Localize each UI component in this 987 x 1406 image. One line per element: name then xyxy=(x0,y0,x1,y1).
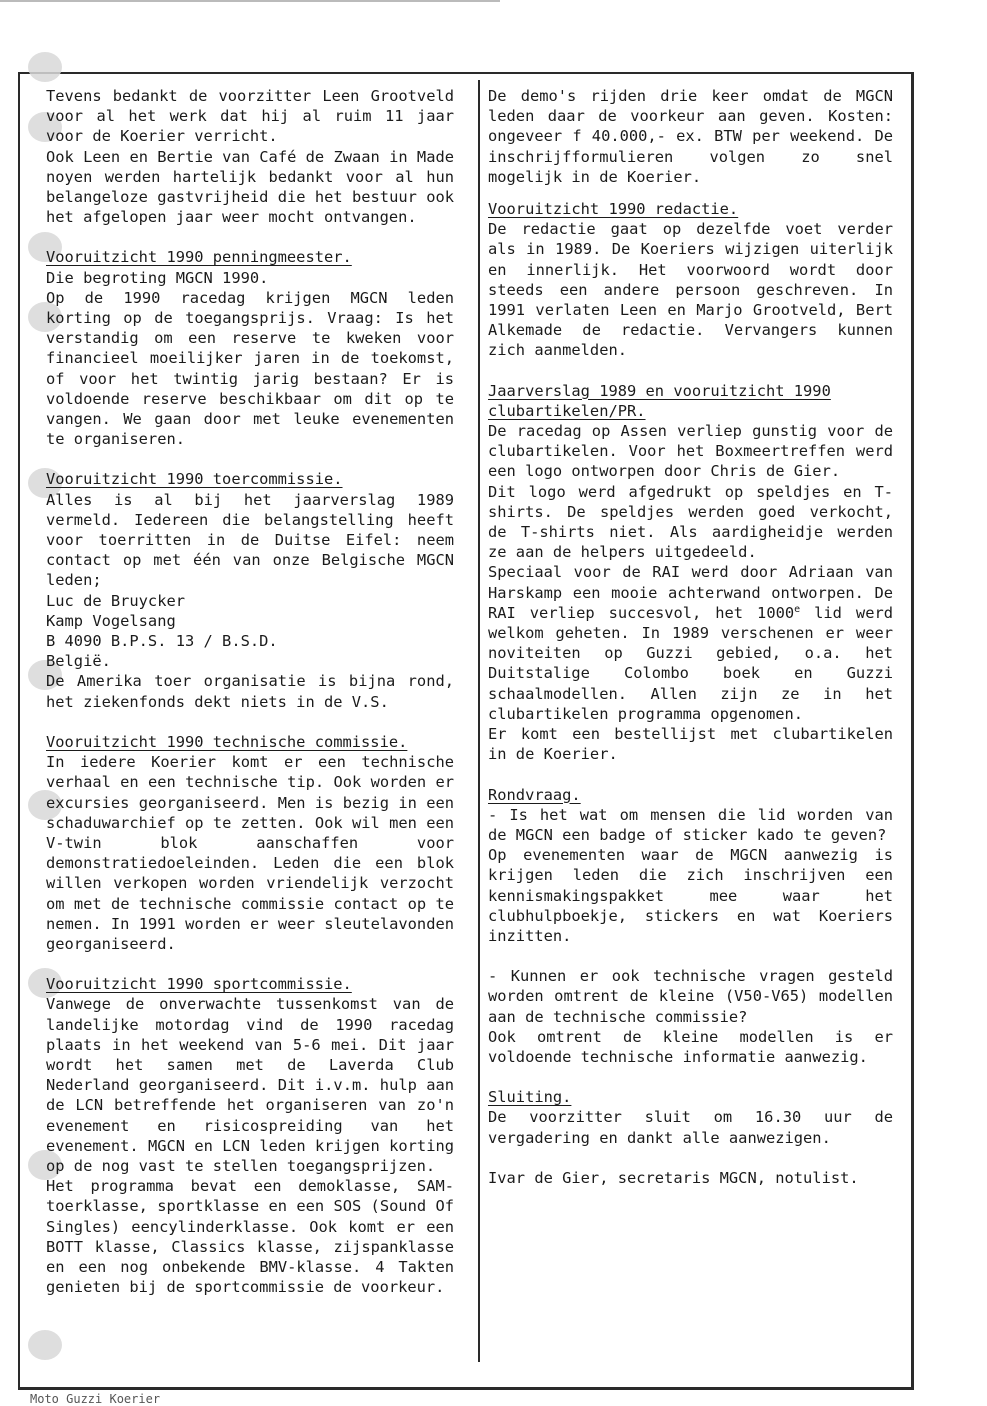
paragraph: Die begroting MGCN 1990. xyxy=(46,268,269,287)
paragraph: In iedere Koerier komt er een technische verhaal en een technische tip. Ook worden er excursies georganiseerd. Men is bezig in een schaduwarchief op te zetten. Ook wil men een V-twin blok aanschaffen voor demonstratiedoeleinden. Leden die een blok willen verkopen worden vriendelijk verzocht om met de technische commissie contact op te nemen. In 1991 worden er weer sleutelavonden georganiseerd. xyxy=(46,753,454,953)
section-heading: Vooruitzicht 1990 toercommissie. xyxy=(46,470,343,489)
section-heading: Jaarverslag 1989 en vooruitzicht 1990 clubartikelen/PR. xyxy=(488,381,831,420)
paragraph: Er komt een bestellijst met clubartikelen in de Koerier. xyxy=(488,725,893,764)
paragraph-spacer xyxy=(46,712,454,732)
paragraph-spacer xyxy=(488,1067,893,1087)
paragraph: België. xyxy=(46,652,111,671)
binder-hole xyxy=(28,1330,62,1360)
paragraph: Het programma bevat een demoklasse, SAM-toerklasse, sportklasse en een SOS (Sound Of Singles) eencylinderklasse. Ook komt er een BOTT klasse, Classics klasse, zijspanklasse en een nog onbekende BMV-klasse. 4 Takten genieten bij de sportcommissie de voorkeur. xyxy=(46,1177,454,1297)
section-heading: Vooruitzicht 1990 penningmeester. xyxy=(46,248,352,267)
paragraph-spacer xyxy=(488,361,893,381)
paragraph: De voorzitter sluit om 16.30 uur de vergadering en dankt alle aanwezigen. xyxy=(488,1108,893,1147)
paragraph-text: lid werd welkom geheten. In 1989 verschenen er weer noviteiten op Guzzi gebied, o.a. het Duitstalige Colombo boek en Guzzi schaalmodellen. Allen zijn ze in het clubartikelen programma opgenomen. xyxy=(488,603,893,723)
paragraph-spacer xyxy=(46,227,454,247)
column-divider xyxy=(478,80,480,1362)
paragraph-spacer xyxy=(488,187,893,199)
paragraph: - Is het wat om mensen die lid worden van de MGCN een badge of sticker kado te geven? xyxy=(488,805,893,844)
paragraph-spacer xyxy=(46,954,454,974)
paragraph: Op evenementen waar de MGCN aanwezig is krijgen leden die zich inschrijven een kennismakingspakket mee waar het clubhulpboekje, stickers en wat Koeriers inzitten. xyxy=(488,846,893,945)
right-column xyxy=(488,86,893,1188)
binder-hole xyxy=(28,52,62,82)
paragraph: Ook omtrent de kleine modellen is er voldoende technische informatie aanwezig. xyxy=(488,1027,893,1066)
section-heading: Rondvraag. xyxy=(488,785,581,804)
paragraph: De demo's rijden drie keer omdat de MGCN leden daar de voorkeur aan geven. Kosten: ongeveer f 40.000,- ex. BTW per weekend. De inschrijfformulieren volgen zo snel mogelijk in de Koerier. xyxy=(488,87,893,186)
footer-text: Moto Guzzi Koerier xyxy=(30,1392,161,1406)
paragraph: Ivar de Gier, secretaris MGCN, notulist. xyxy=(488,1168,859,1187)
section-heading: Sluiting. xyxy=(488,1088,572,1107)
paragraph: Alles is al bij het jaarverslag 1989 vermeld. Iedereen die belangstelling heeft voor toerritten in de Duitse Eifel: neem contact op met één van onze Belgische MGCN leden; xyxy=(46,490,454,590)
paragraph xyxy=(488,562,893,724)
scan-top-edge xyxy=(0,0,500,2)
paragraph: - Kunnen er ook technische vragen gesteld worden omtrent de kleine (V50-V65) modellen aan de technische commissie? xyxy=(488,967,893,1026)
paragraph: Vanwege de onverwachte tussenkomst van de landelijke motordag vind de 1990 racedag plaats in het weekend van 5-6 mei. Dit jaar wordt het samen met de Laverda Club Nederland georganiseerd. Dit i.v.m. hulp aan de LCN betreffende het organiseren van zo'n evenement en risicospreiding van het evenement. MGCN en LCN leden krijgen korting op de nog vast te stellen toegangsprijzen. xyxy=(46,995,454,1175)
section-heading: Vooruitzicht 1990 sportcommissie. xyxy=(46,975,352,994)
paragraph: De Amerika toer organisatie is bijna rond, het ziekenfonds dekt niets in de V.S. xyxy=(46,672,454,711)
paragraph-spacer xyxy=(488,1148,893,1168)
paragraph: Luc de Bruycker xyxy=(46,591,185,610)
paragraph: De racedag op Assen verliep gunstig voor de clubartikelen. Voor het Boxmeertreffen werd een logo ontworpen door Chris de Gier. xyxy=(488,422,893,481)
section-heading: Vooruitzicht 1990 technische commissie. xyxy=(46,732,408,751)
paragraph: B 4090 B.P.S. 13 / B.S.D. xyxy=(46,632,278,651)
paragraph-spacer xyxy=(488,765,893,785)
section-heading: Vooruitzicht 1990 redactie. xyxy=(488,200,739,219)
paragraph-spacer xyxy=(46,449,454,469)
paragraph-text: Speciaal voor de RAI werd door Adriaan van Harskamp een mooie achterwand ontworpen. De RAI verliep succesvol, het 1000 xyxy=(488,563,893,622)
left-column xyxy=(46,86,454,1297)
paragraph: De redactie gaat op dezelfde voet verder als in 1989. De Koeriers wijzigen uiterlijk en innerlijk. Het voorwoord wordt door steeds een andere persoon geschreven. In 1991 verlaten Leen en Marjo Grootveld, Bert Alkemade de redactie. Vervangers kunnen zich aanmelden. xyxy=(488,220,893,360)
paragraph: Tevens bedankt de voorzitter Leen Grootveld voor al het werk dat hij al ruim 11 jaar voor de Koerier verricht. xyxy=(46,87,454,146)
paragraph: Dit logo werd afgedrukt op speldjes en T-shirts. De speldjes werden goed verkocht, de T-shirts niet. Als aardigheidje werden ze aan de helpers uitgedeeld. xyxy=(488,482,893,562)
paragraph: Op de 1990 racedag krijgen MGCN leden korting op de toegangsprijs. Vraag: Is het verstandig om een reserve te kweken voor financieel moeilijker jaren in de toekomst, of voor het twintig jarig bestaan? Er is voldoende reserve beschikbaar om dit op te vangen. We gaan door met leuke evenementen te organiseren. xyxy=(46,288,454,449)
paragraph: Ook Leen en Bertie van Café de Zwaan in Made noyen werden hartelijk bedankt voor al hun belangeloze gastvrijheid die het bestuur ook het afgelopen jaar weer mocht ontvangen. xyxy=(46,147,454,227)
paragraph-spacer xyxy=(488,946,893,966)
superscript: e xyxy=(794,603,801,615)
paragraph: Kamp Vogelsang xyxy=(46,611,176,630)
